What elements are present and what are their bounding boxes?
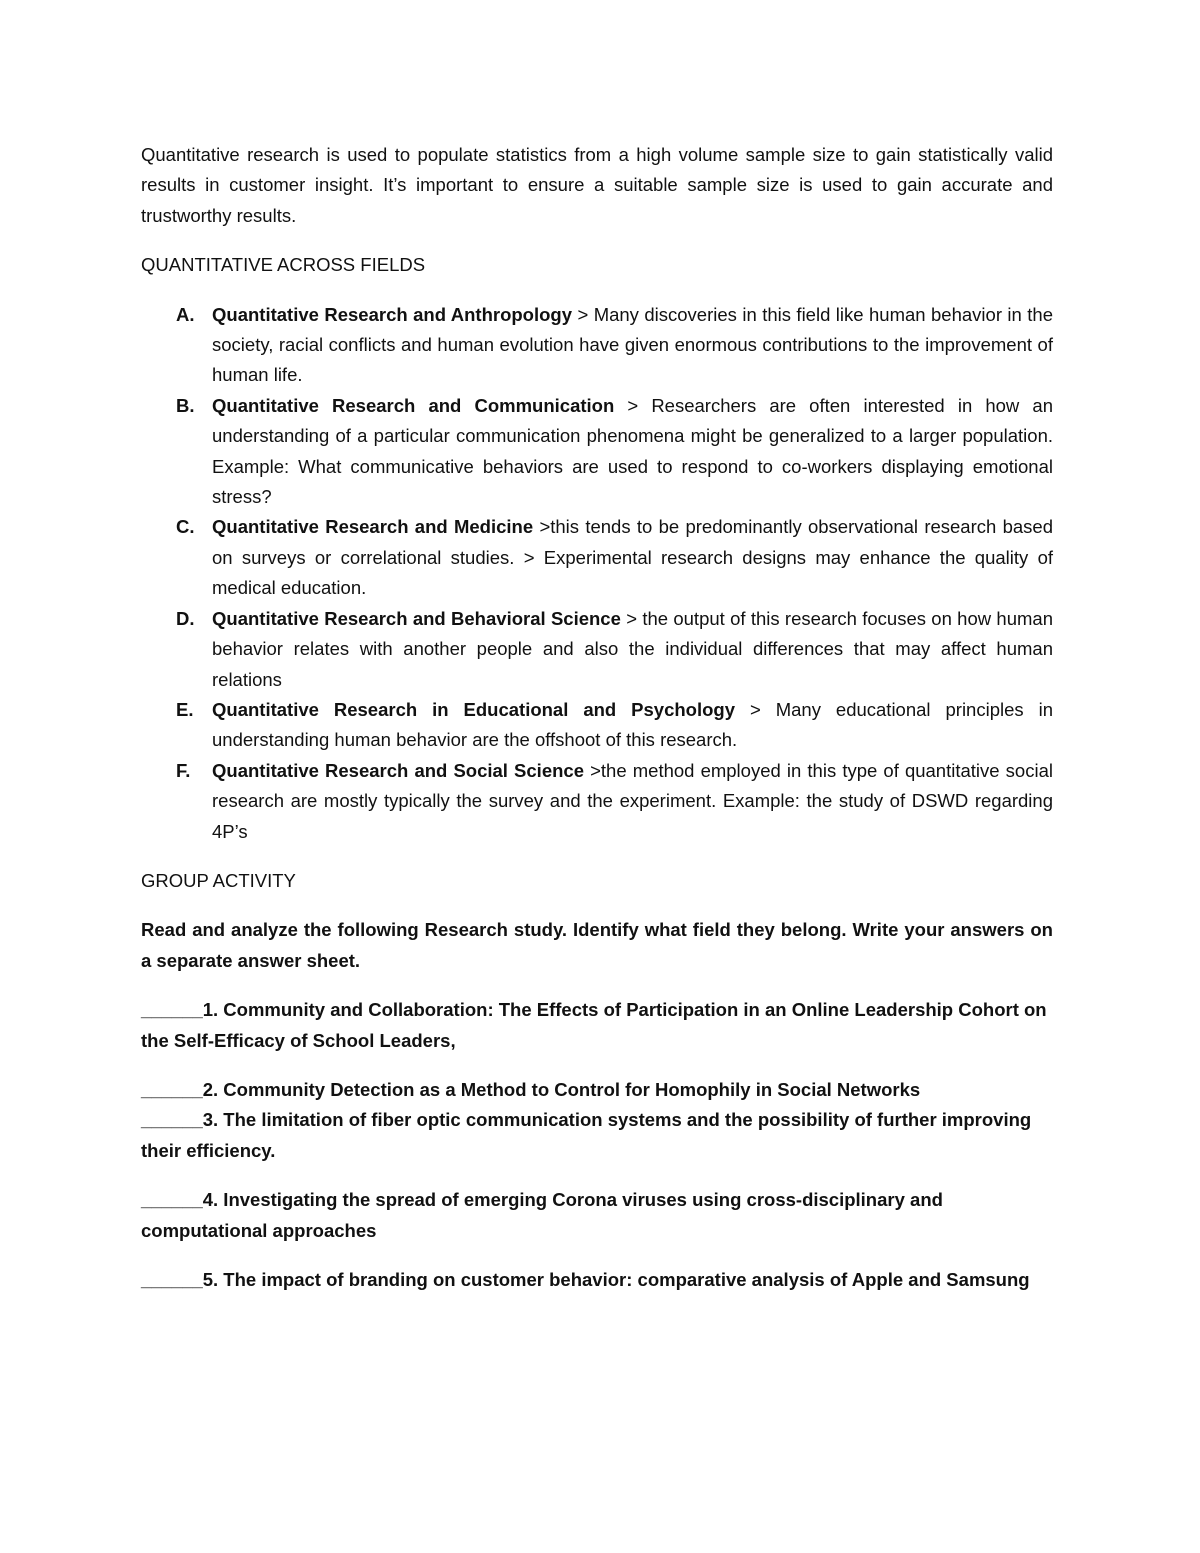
activity-item-2: ______2. Community Detection as a Method to Control for Homophily in Social Networks — [141, 1078, 921, 1100]
field-item — [141, 512, 1053, 603]
activity-item-1: ______1. Community and Collaboration: The Effects of Participation in an Online Leadership Cohort on the Self-Efficacy of School Leaders, — [141, 999, 1047, 1051]
field-term: Quantitative Research in Educational and Psychology — [212, 698, 735, 720]
field-item — [141, 695, 1053, 756]
field-description: >the method employed in this type of quantitative social research are mostly typically the survey and the experiment. Example: the study of DSWD regarding 4P’s — [212, 759, 1053, 842]
field-description: >this tends to be predominantly observational research based on surveys or correlational studies. > Experimental research designs may enhance the quality of medical education. — [212, 516, 1053, 599]
field-letter: D. — [176, 607, 195, 629]
intro-paragraph: Quantitative research is used to populate statistics from a high volume sample size to gain statistically valid results in customer insight. It’s important to ensure a suitable sample size is used to gain accurate and trustworthy results. — [141, 144, 1053, 226]
field-description: > Many educational principles in understanding human behavior are the offshoot of this research. — [212, 698, 1053, 751]
field-letter: C. — [176, 516, 195, 538]
section-heading: QUANTITATIVE ACROSS FIELDS — [141, 254, 426, 276]
field-letter: A. — [176, 303, 195, 325]
field-letter: B. — [176, 394, 195, 416]
field-term: Quantitative Research and Social Science — [212, 759, 584, 781]
field-term: Quantitative Research and Anthropology — [212, 303, 572, 325]
field-item — [141, 391, 1053, 513]
field-item — [141, 756, 1053, 847]
field-item — [141, 604, 1053, 695]
fields-list — [141, 300, 1053, 847]
document-page — [141, 140, 1053, 1295]
activity-item-3: ______3. The limitation of fiber optic communication systems and the possibility of further improving their efficiency. — [141, 1109, 1032, 1161]
field-term: Quantitative Research and Communication — [212, 394, 615, 416]
field-letter: F. — [176, 759, 191, 781]
field-description: > Researchers are often interested in how an understanding of a particular communication phenomena might be generalized to a larger population. Example: What communicative behaviors are used to respond to co-workers displaying emotional stress? — [212, 394, 1053, 508]
field-description: > the output of this research focuses on how human behavior relates with another people and also the individual differences that may affect human relations — [212, 607, 1053, 690]
field-description: > Many discoveries in this field like human behavior in the society, racial conflicts and human evolution have given enormous contributions to the improvement of human life. — [212, 303, 1053, 386]
field-item — [141, 300, 1053, 391]
group-activity-heading: GROUP ACTIVITY — [141, 869, 296, 891]
field-letter: E. — [176, 698, 194, 720]
activity-item-5: ______5. The impact of branding on customer behavior: comparative analysis of Apple and Samsung — [141, 1269, 1030, 1290]
field-term: Quantitative Research and Behavioral Science — [212, 607, 621, 629]
field-term: Quantitative Research and Medicine — [212, 516, 534, 538]
activity-instruction: Read and analyze the following Research study. Identify what field they belong. Write your answers on a separate answer sheet. — [141, 919, 1053, 971]
activity-item-4: ______4. Investigating the spread of emerging Corona viruses using cross-disciplinary and computational approaches — [141, 1189, 943, 1241]
